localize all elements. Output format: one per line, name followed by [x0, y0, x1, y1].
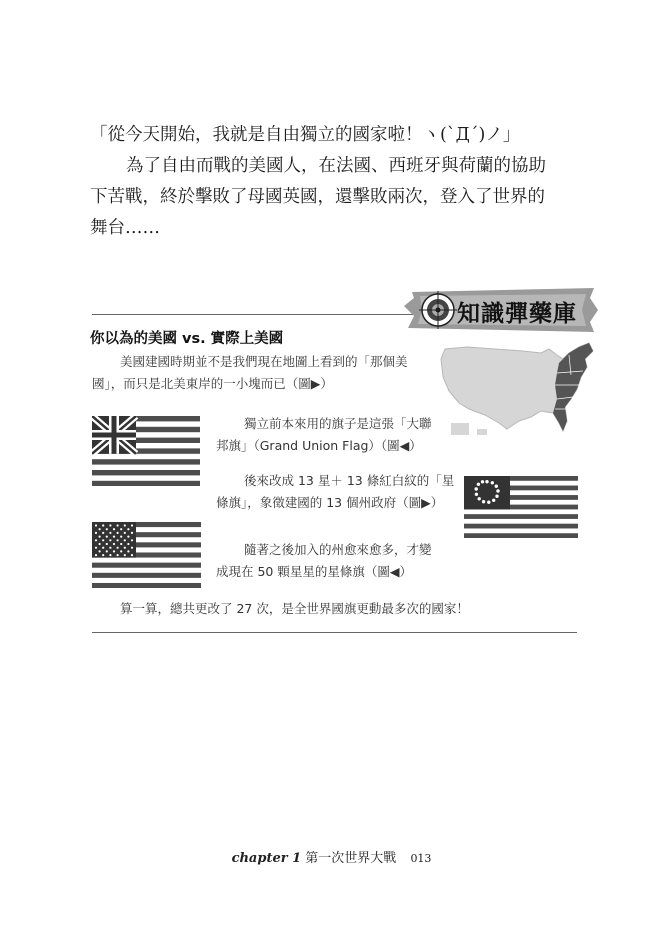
- chapter-title: 第一次世界大戰: [305, 851, 397, 866]
- quote-text: 「從今天開始，我就是自由獨立的國家啦！ヽ(`Д´)ノ」: [90, 125, 521, 145]
- intro-line-1: 美國建國時期並不是我們現在地圖上看到的「那個美: [120, 354, 408, 369]
- intro-paragraph: [92, 351, 422, 395]
- knowledge-box-bottom-rule: [92, 632, 577, 633]
- flag1-caption-line-2: 邦旗」（Grand Union Flag）（圖◀）: [216, 438, 422, 453]
- body-line-1: 為了自由而戰的美國人，在法國、西班牙與荷蘭的協助: [126, 156, 546, 176]
- quote-paragraph: [90, 120, 590, 151]
- page-footer: [0, 847, 663, 866]
- flag1-caption-line-1: 獨立前本來用的旗子是這張「大聯: [244, 416, 432, 431]
- body-line-3: 舞台……: [90, 218, 160, 238]
- flag3-caption-line-1: 隨著之後加入的州愈來愈多，才變: [244, 542, 432, 557]
- flag1-caption: [216, 413, 466, 457]
- knowledge-box-title: 知識彈藥庫: [457, 300, 577, 327]
- modern-us-flag: [92, 522, 201, 588]
- summary-line: 算一算，總共更改了 27 次，是全世界國旗更動最多次的國家！: [120, 601, 469, 616]
- page-number: 013: [410, 852, 432, 865]
- knowledge-box-top-rule: [92, 314, 414, 315]
- body-paragraph: [90, 151, 590, 244]
- flag2-caption-line-2: 條旗」，象徵建國的 13 個州政府（圖▶）: [216, 495, 444, 510]
- section-subtitle: 你以為的美國 vs. 實際上美國: [90, 331, 284, 347]
- intro-line-2: 國」，而只是北美東岸的一小塊而已（圖▶）: [92, 376, 333, 391]
- flag2-caption-line-1: 後來改成 13 星＋ 13 條紅白紋的「星: [244, 473, 455, 488]
- betsy-ross-flag: [464, 476, 578, 538]
- union-jack-canton: [92, 416, 136, 454]
- flag3-caption: [216, 539, 466, 583]
- chapter-label: chapter 1: [231, 851, 302, 866]
- summary-paragraph: [92, 598, 582, 620]
- flag3-caption-line-2: 成現在 50 顆星星的星條旗（圖◀）: [216, 564, 412, 579]
- grand-union-flag: [92, 416, 200, 486]
- flag2-caption: [216, 470, 466, 514]
- body-line-2: 下苦戰，終於擊敗了母國英國，還擊敗兩次，登入了世界的: [90, 187, 545, 207]
